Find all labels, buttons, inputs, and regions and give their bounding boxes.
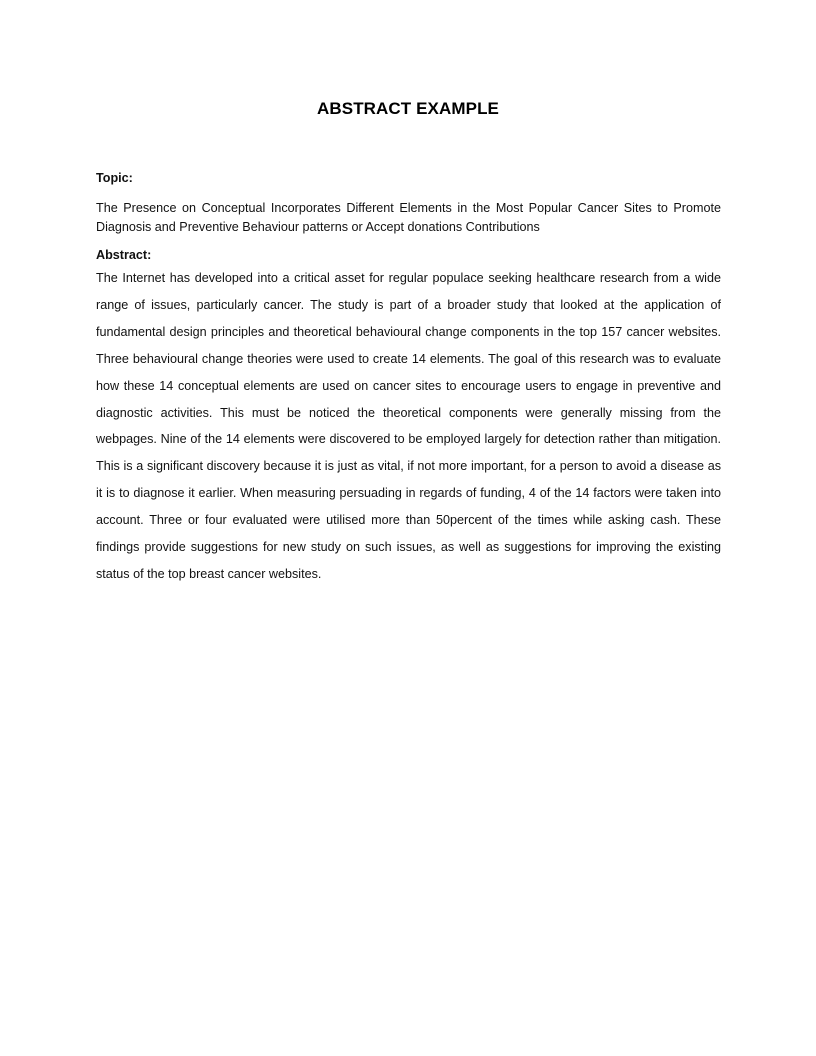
document-body: [96, 170, 721, 588]
topic-text: The Presence on Conceptual Incorporates Different Elements in the Most Popular Cancer Sites to Promote Diagnosis and Preventive Behaviour patterns or Accept donations Contributions: [96, 201, 721, 234]
document-title: ABSTRACT EXAMPLE: [317, 99, 499, 118]
abstract-text: The Internet has developed into a critical asset for regular populace seeking healthcare research from a wide range of issues, particularly cancer. The study is part of a broader study that looked at the application of fundamental design principles and theoretical behavioural change components in the top 157 cancer websites. Three behavioural change theories were used to create 14 elements. The goal of this research was to evaluate how these 14 conceptual elements are used on cancer sites to encourage users to engage in preventive and diagnostic activities. This must be noticed the theoretical components were generally missing from the webpages. Nine of the 14 elements were discovered to be employed largely for detection rather than mitigation. This is a significant discovery because it is just as vital, if not more important, for a person to avoid a disease as it is to diagnose it earlier. When measuring persuading in regards of funding, 4 of the 14 factors were taken into account. Three or four evaluated were utilised more than 50percent of the times while asking cash. These findings provide suggestions for new study on such issues, as well as suggestions for improving the existing status of the top breast cancer websites.: [96, 271, 721, 581]
topic-label: Topic:: [96, 171, 133, 185]
abstract-label: Abstract:: [96, 248, 152, 262]
